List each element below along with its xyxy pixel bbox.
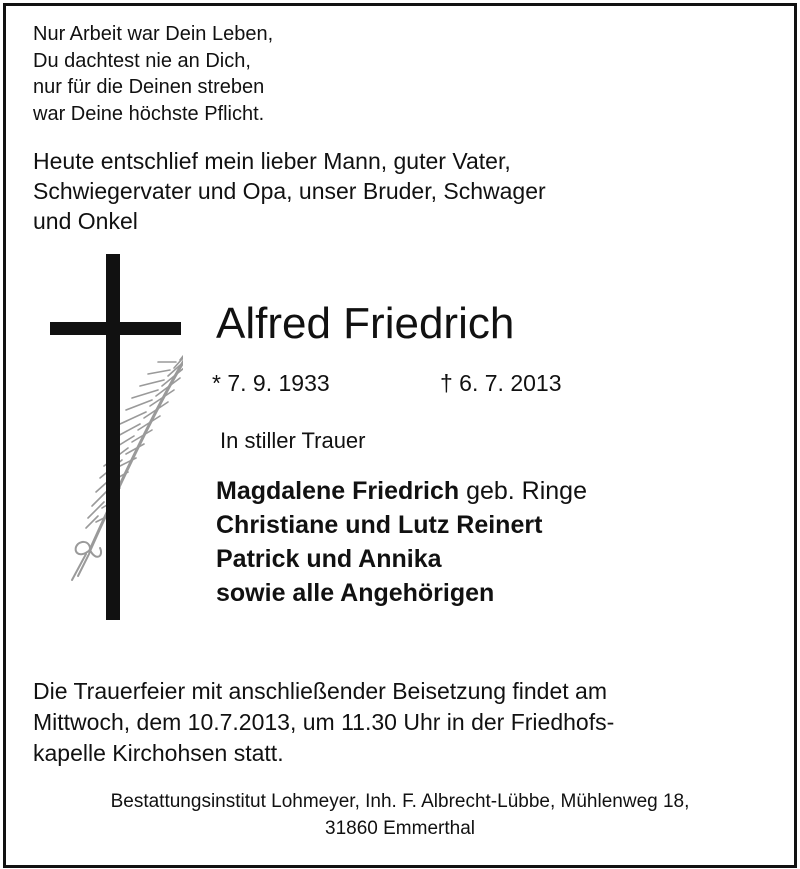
poem-line: Nur Arbeit war Dein Leben, (33, 23, 274, 45)
mourner-line (216, 508, 587, 542)
birth-date: * 7. 9. 1933 (212, 370, 330, 396)
funeral-home-line: Bestattungsinstitut Lohmeyer, Inh. F. Albrecht-Lübbe, Mühlenweg 18, (110, 791, 690, 812)
mourner-name: Christiane und Lutz Reinert (216, 511, 543, 539)
poem (33, 21, 273, 127)
poem-line: Du dachtest nie an Dich, (33, 49, 251, 72)
deceased-name: Alfred Friedrich (216, 299, 515, 348)
announcement-line: Heute entschlief mein lieber Mann, guter Vater, (33, 148, 511, 174)
funeral-home-line: 31860 Emmerthal (325, 818, 475, 839)
mourner-line (216, 474, 587, 508)
maiden-name: geb. Ringe (459, 477, 587, 505)
ceremony-line: kapelle Kirchohsen statt. (33, 740, 284, 766)
palm-branch-icon (72, 342, 183, 580)
ceremony-line: Mittwoch, dem 10.7.2013, um 11.30 Uhr in der Friedhofs- (33, 709, 615, 735)
mourner-name: Patrick und Annika (216, 545, 442, 573)
poem-line: war Deine höchste Pflicht. (33, 102, 265, 125)
mourner-line (216, 542, 587, 576)
mourner-line (216, 576, 587, 610)
ceremony-notice (33, 676, 614, 769)
mourners-list (216, 474, 587, 610)
mourner-name: Magdalene Friedrich (216, 477, 460, 505)
poem-line: nur für die Deinen streben (33, 76, 265, 98)
funeral-home (0, 788, 800, 842)
announcement-line: und Onkel (33, 208, 138, 234)
mourning-intro: In stiller Trauer (220, 428, 366, 453)
death-date: † 6. 7. 2013 (440, 370, 562, 396)
ceremony-line: Die Trauerfeier mit anschließender Beisetzung findet am (33, 678, 608, 704)
cross-icon (48, 250, 183, 622)
announcement-line: Schwiegervater und Opa, unser Bruder, Schwager (33, 178, 546, 204)
death-announcement (33, 146, 773, 236)
mourner-name: sowie alle Angehörigen (216, 579, 495, 607)
